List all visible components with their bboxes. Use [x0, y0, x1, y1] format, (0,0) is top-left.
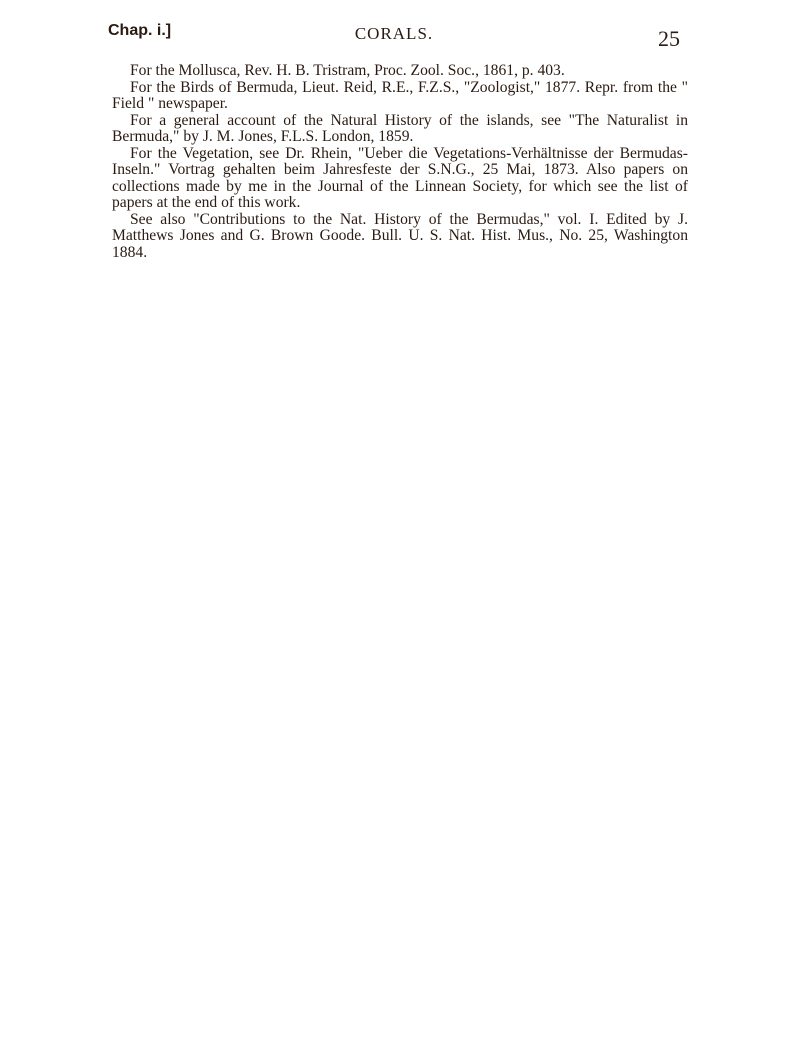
chapter-label: Chap. i.] [108, 22, 172, 39]
running-header [108, 20, 680, 50]
paragraph-birds: For the Birds of Bermuda, Lieut. Reid, R.E., F.Z.S., "Zoologist," 1877. Repr. from the " Field " newspaper. [112, 78, 688, 112]
paragraph-contributions: See also "Contributions to the Nat. History of the Bermudas," vol. I. Edited by J. Matthews Jones and G. Brown Goode. Bull. U. S. Nat. Hist. Mus., No. 25, Washington 1884. [112, 210, 688, 261]
page-title: CORALS. [354, 24, 434, 43]
paragraph-vegetation: For the Vegetation, see Dr. Rhein, "Ueber die Vegetations-Verhältnisse der Bermudas-Inseln." Vortrag gehalten beim Jahresfeste der S.N.G., 25 Mai, 1873. Also papers on collections made by me in the Journal of the Linnean Society, for which see the list of papers at the end of this work. [112, 144, 688, 211]
paragraph-mollusca: For the Mollusca, Rev. H. B. Tristram, Proc. Zool. Soc., 1861, p. 403. [130, 62, 565, 79]
page-number: 25 [658, 26, 680, 51]
page-body [112, 63, 688, 261]
paragraph-natural-history: For a general account of the Natural History of the islands, see "The Naturalist in Bermuda," by J. M. Jones, F.L.S. London, 1859. [112, 111, 688, 145]
